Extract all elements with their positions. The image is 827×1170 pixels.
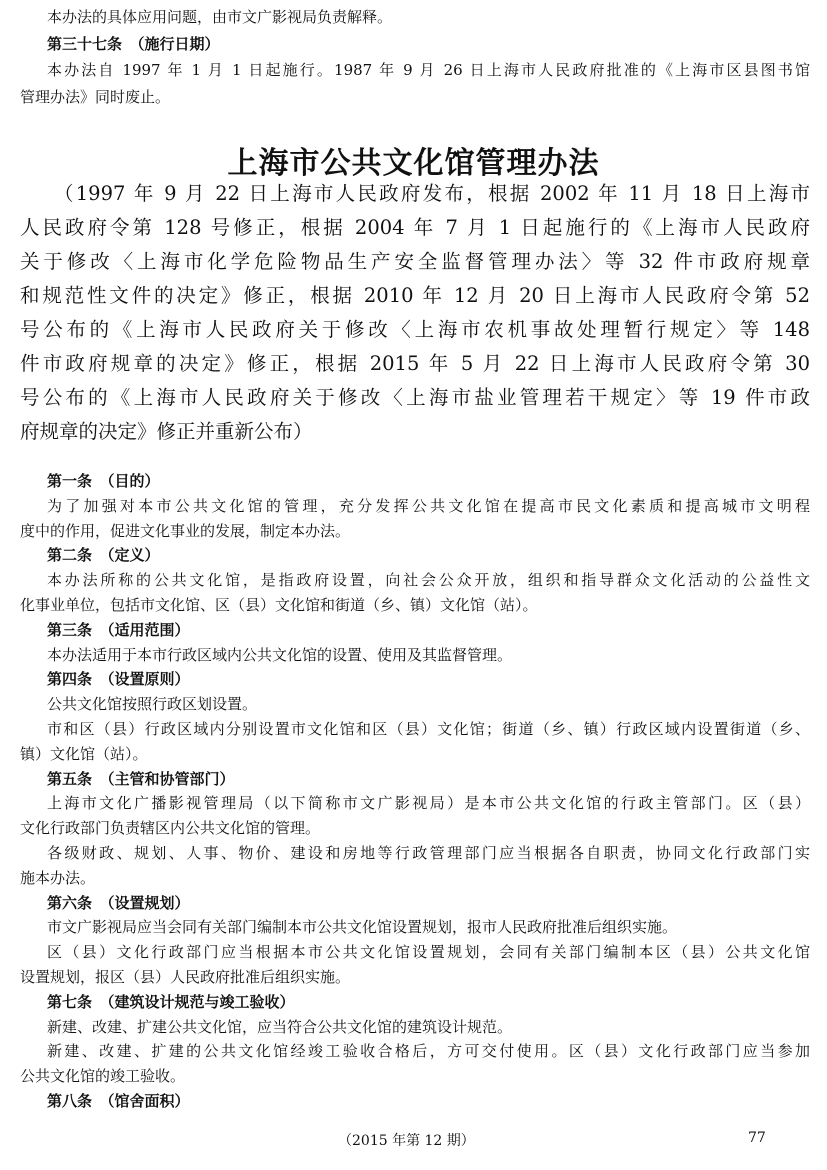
paragraph-line: 镇）文化馆（站）。 (20, 744, 148, 763)
article-heading: 第七条 （建筑设计规范与竣工验收） (47, 992, 295, 1011)
article-heading: 第三十七条 （施行日期） (47, 34, 220, 53)
paragraph-line: 新建、改建、扩建的公共文化馆经竣工验收合格后，方可交付使用。区（县）文化行政部门应当参加 (47, 1042, 810, 1061)
paragraph-line: 本办法的具体应用问题，由市文广影视局负责解释。 (47, 8, 393, 26)
article-heading: 第二条 （定义） (47, 546, 160, 565)
page-title: 上海市公共文化馆管理办法 (227, 146, 600, 181)
previous-regulation-ending (20, 4, 810, 110)
article-heading: 第六条 （设置规划） (47, 893, 190, 912)
paragraph-line: 本办法所称的公共文化馆，是指政府设置，向社会公众开放，组织和指导群众文化活动的公益性文 (47, 571, 810, 590)
page-number: 77 (748, 1130, 766, 1146)
regulation-preamble (20, 177, 810, 449)
article-heading: 第一条 （目的） (47, 472, 160, 490)
paragraph-line: 为了加强对本市公共文化馆的管理，充分发挥公共文化馆在提高市民文化素质和提高城市文明程 (47, 496, 810, 515)
paragraph-line: 关于修改〈上海市化学危险物品生产安全监督管理办法〉等 32 件市政府规章 (20, 250, 810, 273)
paragraph-line: 公共文化馆按照行政区划设置。 (47, 695, 258, 714)
paragraph-line: 公共文化馆的竣工验收。 (20, 1067, 186, 1086)
paragraph-line: 号公布的《上海市人民政府关于修改〈上海市农机事故处理暂行规定〉等 148 (20, 318, 810, 341)
paragraph-line: 区（县）文化行政部门应当根据本市公共文化馆设置规划，会同有关部门编制本区（县）公共文化馆 (47, 943, 810, 962)
paragraph-line: 本办法自 1997 年 1 月 1 日起施行。1987 年 9 月 26 日上海市人民政府批准的《上海市区县图书馆 (47, 61, 810, 79)
article-heading: 第五条 （主管和协管部门） (47, 769, 235, 788)
paragraph-line: 各级财政、规划、人事、物价、建设和房地等行政管理部门应当根据各自职责，协同文化行政部门实 (47, 843, 810, 862)
paragraph-line: 件市政府规章的决定》修正，根据 2015 年 5 月 22 日上海市人民政府令第 30 (20, 352, 810, 375)
article-heading: 第八条 （馆舍面积） (47, 1091, 190, 1110)
paragraph-line: 度中的作用，促进文化事业的发展，制定本办法。 (20, 521, 351, 540)
paragraph-line: 本办法适用于本市行政区域内公共文化馆的设置、使用及其监督管理。 (47, 645, 513, 664)
paragraph-line: 上海市文化广播影视管理局（以下简称市文广影视局）是本市公共文化馆的行政主管部门。区（县） (47, 794, 810, 813)
paragraph-line: 市和区（县）行政区域内分别设置市文化馆和区（县）文化馆；街道（乡、镇）行政区域内设置街道（乡、 (47, 719, 810, 738)
article-heading: 第四条 （设置原则） (47, 670, 190, 689)
paragraph-line: 府规章的决定》修正并重新公布） (20, 420, 313, 443)
paragraph-line: 文化行政部门负责辖区内公共文化馆的管理。 (20, 819, 321, 838)
article-heading: 第三条 （适用范围） (47, 620, 190, 639)
paragraph-line: （1997 年 9 月 22 日上海市人民政府发布，根据 2002 年 11 月 18 日上海市 (54, 182, 810, 205)
paragraph-line: 和规范性文件的决定》修正，根据 2010 年 12 月 20 日上海市人民政府令第 52 (20, 284, 810, 307)
paragraph-line: 号公布的《上海市人民政府关于修改〈上海市盐业管理若干规定〉等 19 件市政 (20, 386, 810, 409)
paragraph-line: 人民政府令第 128 号修正，根据 2004 年 7 月 1 日起施行的《上海市人民政府 (20, 216, 810, 239)
paragraph-line: 设置规划，报区（县）人民政府批准后组织实施。 (20, 967, 351, 986)
paragraph-line: 施本办法。 (20, 868, 96, 887)
paragraph-line: 化事业单位，包括市文化馆、区（县）文化馆和街道（乡、镇）文化馆（站）。 (20, 595, 538, 614)
regulation-body (20, 469, 810, 1114)
paragraph-line: 市文广影视局应当会同有关部门编制本市公共文化馆设置规划，报市人民政府批准后组织实施。 (47, 918, 678, 937)
footer-issue: （2015 年第 12 期） (338, 1133, 475, 1149)
paragraph-line: 管理办法》同时废止。 (20, 87, 171, 106)
paragraph-line: 新建、改建、扩建公共文化馆，应当符合公共文化馆的建筑设计规范。 (47, 1017, 513, 1036)
